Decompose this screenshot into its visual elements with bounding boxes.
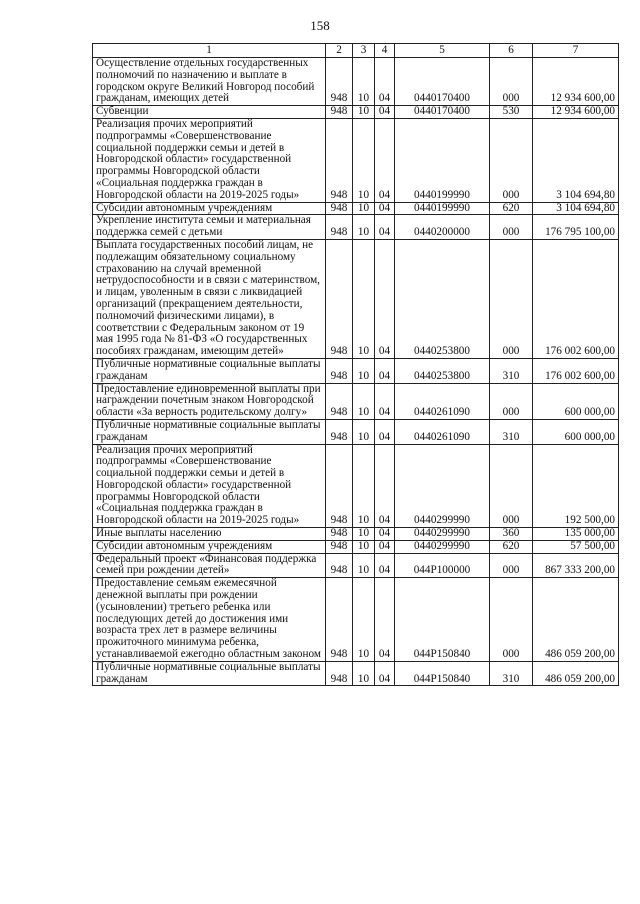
expense-type-code: 000 [490,383,533,419]
amount: 176 002 600,00 [533,358,619,383]
amount: 176 795 100,00 [533,215,619,240]
subsection-code: 04 [375,202,395,215]
amount: 135 000,00 [533,528,619,541]
item-name: Федеральный проект «Финансовая поддержка семей при рождении детей» [93,553,326,578]
table-row [93,528,619,541]
target-article-code: 0440199990 [395,118,490,202]
target-article-code: 0440253800 [395,358,490,383]
section-code: 10 [353,540,375,553]
ministry-code: 948 [326,118,353,202]
item-name: Субсидии автономным учреждениям [93,202,326,215]
expense-type-code: 310 [490,358,533,383]
table-row [93,106,619,119]
target-article-code: 044P150840 [395,661,490,686]
expense-type-code: 000 [490,553,533,578]
target-article-code: 0440299990 [395,444,490,528]
subsection-code: 04 [375,215,395,240]
target-article-code: 0440299990 [395,528,490,541]
amount: 486 059 200,00 [533,578,619,662]
target-article-code: 0440253800 [395,239,490,358]
amount: 3 104 694,80 [533,118,619,202]
amount: 176 002 600,00 [533,239,619,358]
target-article-code: 044P100000 [395,553,490,578]
item-name: Иные выплаты населению [93,528,326,541]
subsection-code: 04 [375,358,395,383]
subsection-code: 04 [375,540,395,553]
header-row [93,44,619,58]
expense-type-code: 000 [490,118,533,202]
subsection-code: 04 [375,661,395,686]
section-code: 10 [353,419,375,444]
expense-type-code: 620 [490,202,533,215]
ministry-code: 948 [326,540,353,553]
ministry-code: 948 [326,358,353,383]
section-code: 10 [353,239,375,358]
expense-type-code: 000 [490,239,533,358]
target-article-code: 0440170400 [395,106,490,119]
subsection-code: 04 [375,419,395,444]
header-col-4: 4 [375,44,395,58]
subsection-code: 04 [375,58,395,106]
table-row [93,239,619,358]
ministry-code: 948 [326,239,353,358]
subsection-code: 04 [375,118,395,202]
target-article-code: 0440261090 [395,419,490,444]
expense-type-code: 620 [490,540,533,553]
expense-type-code: 000 [490,215,533,240]
header-col-7: 7 [533,44,619,58]
item-name: Реализация прочих мероприятий подпрограммы «Совершенствование социальной поддержки семьи и детей в Новгородской области» государственной программы Новгородской области «Социальная поддержка граждан в Новгородской области на 2019-2025 годы» [93,118,326,202]
subsection-code: 04 [375,553,395,578]
ministry-code: 948 [326,661,353,686]
section-code: 10 [353,528,375,541]
amount: 192 500,00 [533,444,619,528]
ministry-code: 948 [326,202,353,215]
item-name: Выплата государственных пособий лицам, не подлежащим обязательному социальному страхованию на случай временной нетрудоспособности и в связи с материнством, и лицам, уволенным в связи с ликвидацией организаций (прекращением деятельности, полномочий физическими лицами), в соответствии с Федеральным законом от 19 мая 1995 года № 81-ФЗ «О государственных пособиях гражданам, имеющим детей» [93,239,326,358]
header-col-3: 3 [353,44,375,58]
item-name: Предоставление семьям ежемесячной денежной выплаты при рождении (усыновлении) третьего ребенка или последующих детей до достижения ими возраста трех лет в размере величины прожиточного минимума ребенка, устанавливаемой ежегодно областным законом [93,578,326,662]
target-article-code: 0440170400 [395,58,490,106]
table-row [93,202,619,215]
section-code: 10 [353,444,375,528]
expense-type-code: 530 [490,106,533,119]
target-article-code: 0440200000 [395,215,490,240]
table-row [93,419,619,444]
section-code: 10 [353,215,375,240]
table-row [93,578,619,662]
subsection-code: 04 [375,106,395,119]
ministry-code: 948 [326,553,353,578]
section-code: 10 [353,106,375,119]
item-name: Реализация прочих мероприятий подпрограммы «Совершенствование социальной поддержки семьи и детей в Новгородской области» государственной программы Новгородской области «Социальная поддержка граждан в Новгородской области на 2019-2025 годы» [93,444,326,528]
table-row [93,215,619,240]
expense-type-code: 360 [490,528,533,541]
subsection-code: 04 [375,444,395,528]
amount: 600 000,00 [533,383,619,419]
amount: 867 333 200,00 [533,553,619,578]
expense-type-code: 000 [490,444,533,528]
table-row [93,118,619,202]
table-row [93,383,619,419]
item-name: Публичные нормативные социальные выплаты гражданам [93,358,326,383]
section-code: 10 [353,58,375,106]
target-article-code: 044P150840 [395,578,490,662]
subsection-code: 04 [375,383,395,419]
ministry-code: 948 [326,578,353,662]
ministry-code: 948 [326,215,353,240]
amount: 12 934 600,00 [533,106,619,119]
header-col-1: 1 [93,44,326,58]
amount: 12 934 600,00 [533,58,619,106]
target-article-code: 0440199990 [395,202,490,215]
section-code: 10 [353,553,375,578]
item-name: Субвенции [93,106,326,119]
ministry-code: 948 [326,106,353,119]
ministry-code: 948 [326,528,353,541]
item-name: Публичные нормативные социальные выплаты гражданам [93,419,326,444]
budget-table [92,43,619,686]
section-code: 10 [353,358,375,383]
target-article-code: 0440299990 [395,540,490,553]
amount: 486 059 200,00 [533,661,619,686]
header-col-2: 2 [326,44,353,58]
page-number: 158 [310,18,330,33]
section-code: 10 [353,202,375,215]
section-code: 10 [353,661,375,686]
item-name: Осуществление отдельных государственных полномочий по назначению и выплате в городском округе Великий Новгород пособий гражданам, имеющих детей [93,58,326,106]
expense-type-code: 000 [490,578,533,662]
expense-type-code: 000 [490,58,533,106]
table-row [93,553,619,578]
expense-type-code: 310 [490,419,533,444]
subsection-code: 04 [375,578,395,662]
target-article-code: 0440261090 [395,383,490,419]
section-code: 10 [353,118,375,202]
ministry-code: 948 [326,419,353,444]
subsection-code: 04 [375,239,395,358]
ministry-code: 948 [326,58,353,106]
item-name: Публичные нормативные социальные выплаты гражданам [93,661,326,686]
amount: 600 000,00 [533,419,619,444]
table-row [93,661,619,686]
table-row [93,358,619,383]
item-name: Предоставление единовременной выплаты при награждении почетным знаком Новгородской области «За верность родительскому долгу» [93,383,326,419]
header-col-5: 5 [395,44,490,58]
table-row [93,58,619,106]
ministry-code: 948 [326,383,353,419]
expense-type-code: 310 [490,661,533,686]
header-col-6: 6 [490,44,533,58]
subsection-code: 04 [375,528,395,541]
amount: 57 500,00 [533,540,619,553]
section-code: 10 [353,578,375,662]
table-row [93,540,619,553]
item-name: Укрепление института семьи и материальная поддержка семей с детьми [93,215,326,240]
table-row [93,444,619,528]
ministry-code: 948 [326,444,353,528]
amount: 3 104 694,80 [533,202,619,215]
item-name: Субсидии автономным учреждениям [93,540,326,553]
section-code: 10 [353,383,375,419]
